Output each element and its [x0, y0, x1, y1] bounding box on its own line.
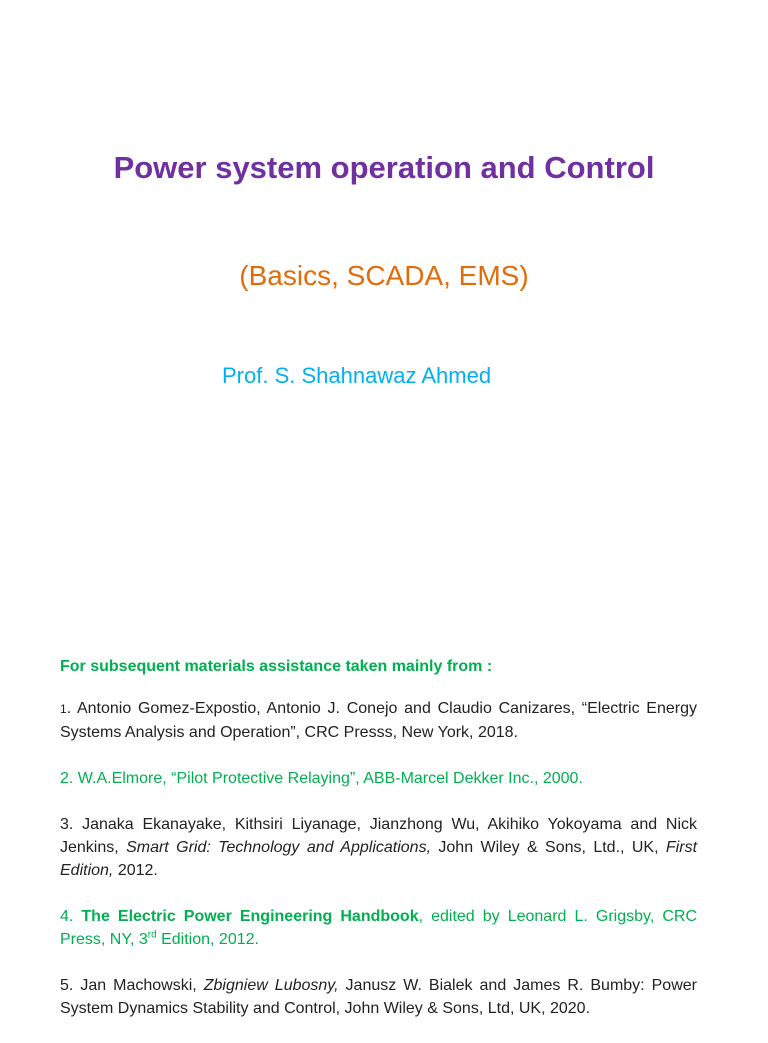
reference-3-authors: 3. Janaka Ekanayake, Kithsiri Liyanage, Jianzhong Wu, Akihiko Yokoyama and Nick Jenkins, [60, 816, 697, 856]
reference-5-details: Janusz W. Bialek and James R. Bumby: Power System Dynamics Stability and Control, John Wiley & Sons, Ltd, UK, 2020. [60, 977, 697, 1017]
reference-3-book-title: Smart Grid: Technology and Applications, [126, 839, 432, 856]
document-subtitle: (Basics, SCADA, EMS) [239, 260, 529, 291]
reference-3 [60, 813, 697, 882]
reference-4-details: , edited by Leonard L. Grigsby, CRC Press, NY, 3 [60, 908, 697, 948]
reference-4-edition: Edition, 2012. [156, 931, 259, 948]
reference-4-number: 4. [60, 908, 82, 925]
reference-4-book-title: The Electric Power Engineering Handbook [81, 908, 419, 925]
reference-2 [60, 767, 697, 790]
reference-3-year: 2012. [113, 862, 158, 879]
reference-2-number: 2 [60, 770, 69, 787]
reference-1-text: . Antonio Gomez-Expostio, Antonio J. Conejo and Claudio Canizares, “Electric Energy Systems Analysis and Operation”, CRC Presss, New York, 2018. [60, 700, 697, 741]
reference-4-superscript: rd [147, 929, 157, 941]
reference-2-text: . W.A.Elmore, “Pilot Protective Relaying”, ABB-Marcel Dekker Inc., 2000. [68, 770, 583, 787]
reference-5-author-2: Zbigniew Lubosny, [203, 977, 339, 994]
reference-3-edition: First Edition, [60, 839, 698, 879]
reference-5-author-1: 5. Jan Machowski, [60, 977, 204, 994]
reference-5 [60, 974, 697, 1020]
references-section [60, 655, 697, 1043]
document-title: Power system operation and Control [113, 150, 655, 185]
reference-4 [60, 905, 697, 951]
reference-3-publisher: John Wiley & Sons, Ltd., UK, [431, 839, 666, 856]
reference-1-number: 1 [60, 702, 67, 716]
references-heading: For subsequent materials assistance taken mainly from : [60, 658, 493, 675]
author-name: Prof. S. Shahnawaz Ahmed [222, 363, 492, 388]
reference-1 [60, 697, 697, 744]
